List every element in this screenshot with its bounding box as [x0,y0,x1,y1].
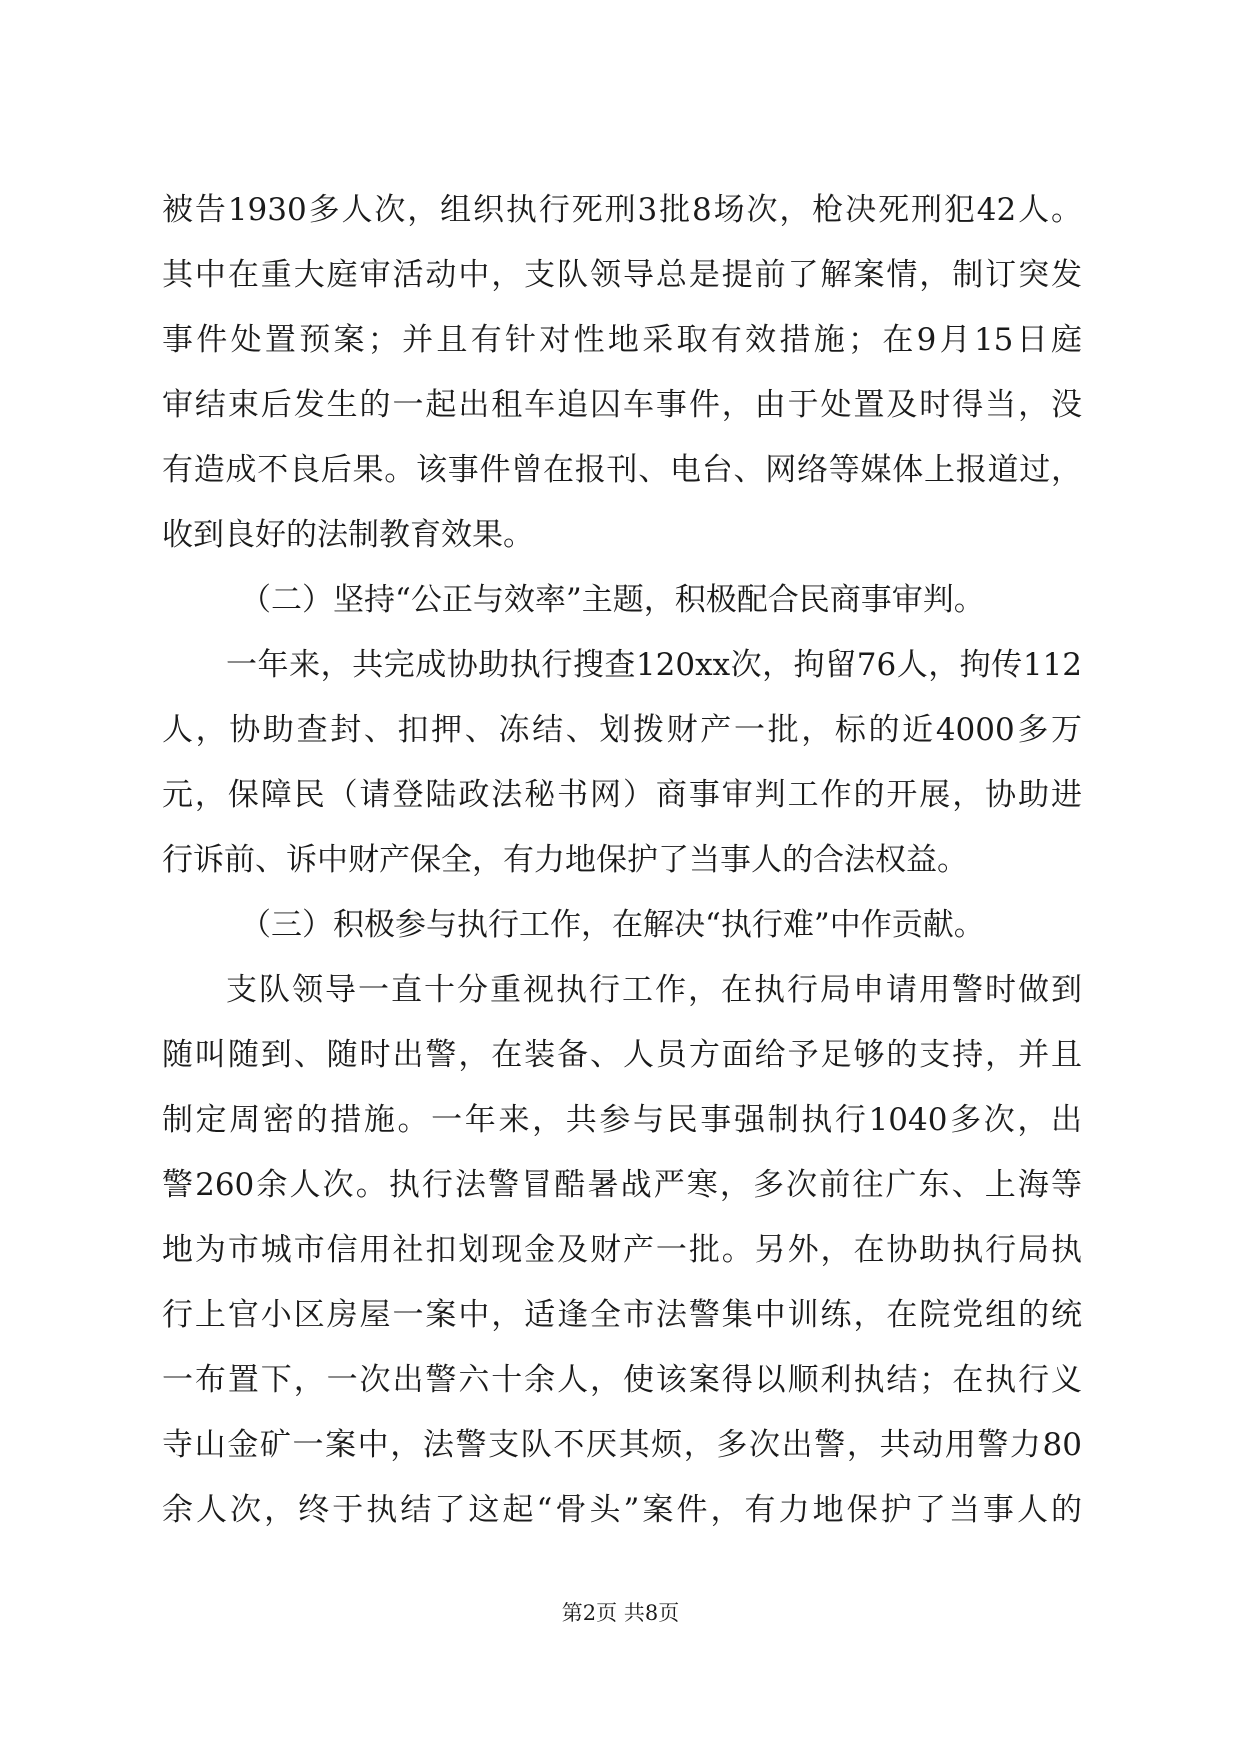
text-line-4: 审结束后发生的一起出租车追囚车事件，由于处置及时得当，没 [162,387,1082,423]
text-line-9: 人，协助查封、扣押、冻结、划拨财产一批，标的近4000多万 [162,712,1082,748]
text-line-2: 其中在重大庭审活动中，支队领导总是提前了解案情，制订突发 [162,257,1082,293]
text-line-19: 一布置下，一次出警六十余人，使该案得以顺利执结；在执行义 [162,1362,1082,1398]
text-line-18: 行上官小区房屋一案中，适逢全市法警集中训练，在院党组的统 [162,1297,1082,1333]
text-line-16: 警260余人次。执行法警冒酷暑战严寒，多次前往广东、上海等 [162,1167,1082,1203]
text-line-3: 事件处置预案；并且有针对性地采取有效措施；在9月15日庭 [162,322,1082,358]
text-line-13: 支队领导一直十分重视执行工作，在执行局申请用警时做到 [226,972,1082,1008]
text-line-6: 收到良好的法制教育效果。 [162,517,534,553]
text-line-1: 被告1930多人次，组织执行死刑3批8场次，枪决死刑犯42人。 [162,192,1082,228]
text-line-17: 地为市城市信用社扣划现金及财产一批。另外，在协助执行局执 [162,1232,1082,1268]
text-line-5: 有造成不良后果。该事件曾在报刊、电台、网络等媒体上报道过， [162,452,1082,488]
text-line-21: 余人次，终于执结了这起“骨头”案件，有力地保护了当事人的 [162,1492,1082,1528]
text-line-11: 行诉前、诉中财产保全，有力地保护了当事人的合法权益。 [162,842,968,878]
section-heading-2: （二）坚持“公正与效率”主题，积极配合民商事审判。 [240,582,985,618]
section-heading-3: （三）积极参与执行工作，在解决“执行难”中作贡献。 [240,907,985,943]
page-footer: 第2页 共8页 [561,1601,680,1625]
text-line-20: 寺山金矿一案中，法警支队不厌其烦，多次出警，共动用警力80 [162,1427,1082,1463]
text-line-8: 一年来，共完成协助执行搜查120xx次，拘留76人，拘传112 [226,647,1082,683]
text-line-14: 随叫随到、随时出警，在装备、人员方面给予足够的支持，并且 [162,1037,1082,1073]
text-line-10: 元，保障民（请登陆政法秘书网）商事审判工作的开展，协助进 [162,777,1082,813]
text-line-15: 制定周密的措施。一年来，共参与民事强制执行1040多次，出 [162,1102,1082,1138]
